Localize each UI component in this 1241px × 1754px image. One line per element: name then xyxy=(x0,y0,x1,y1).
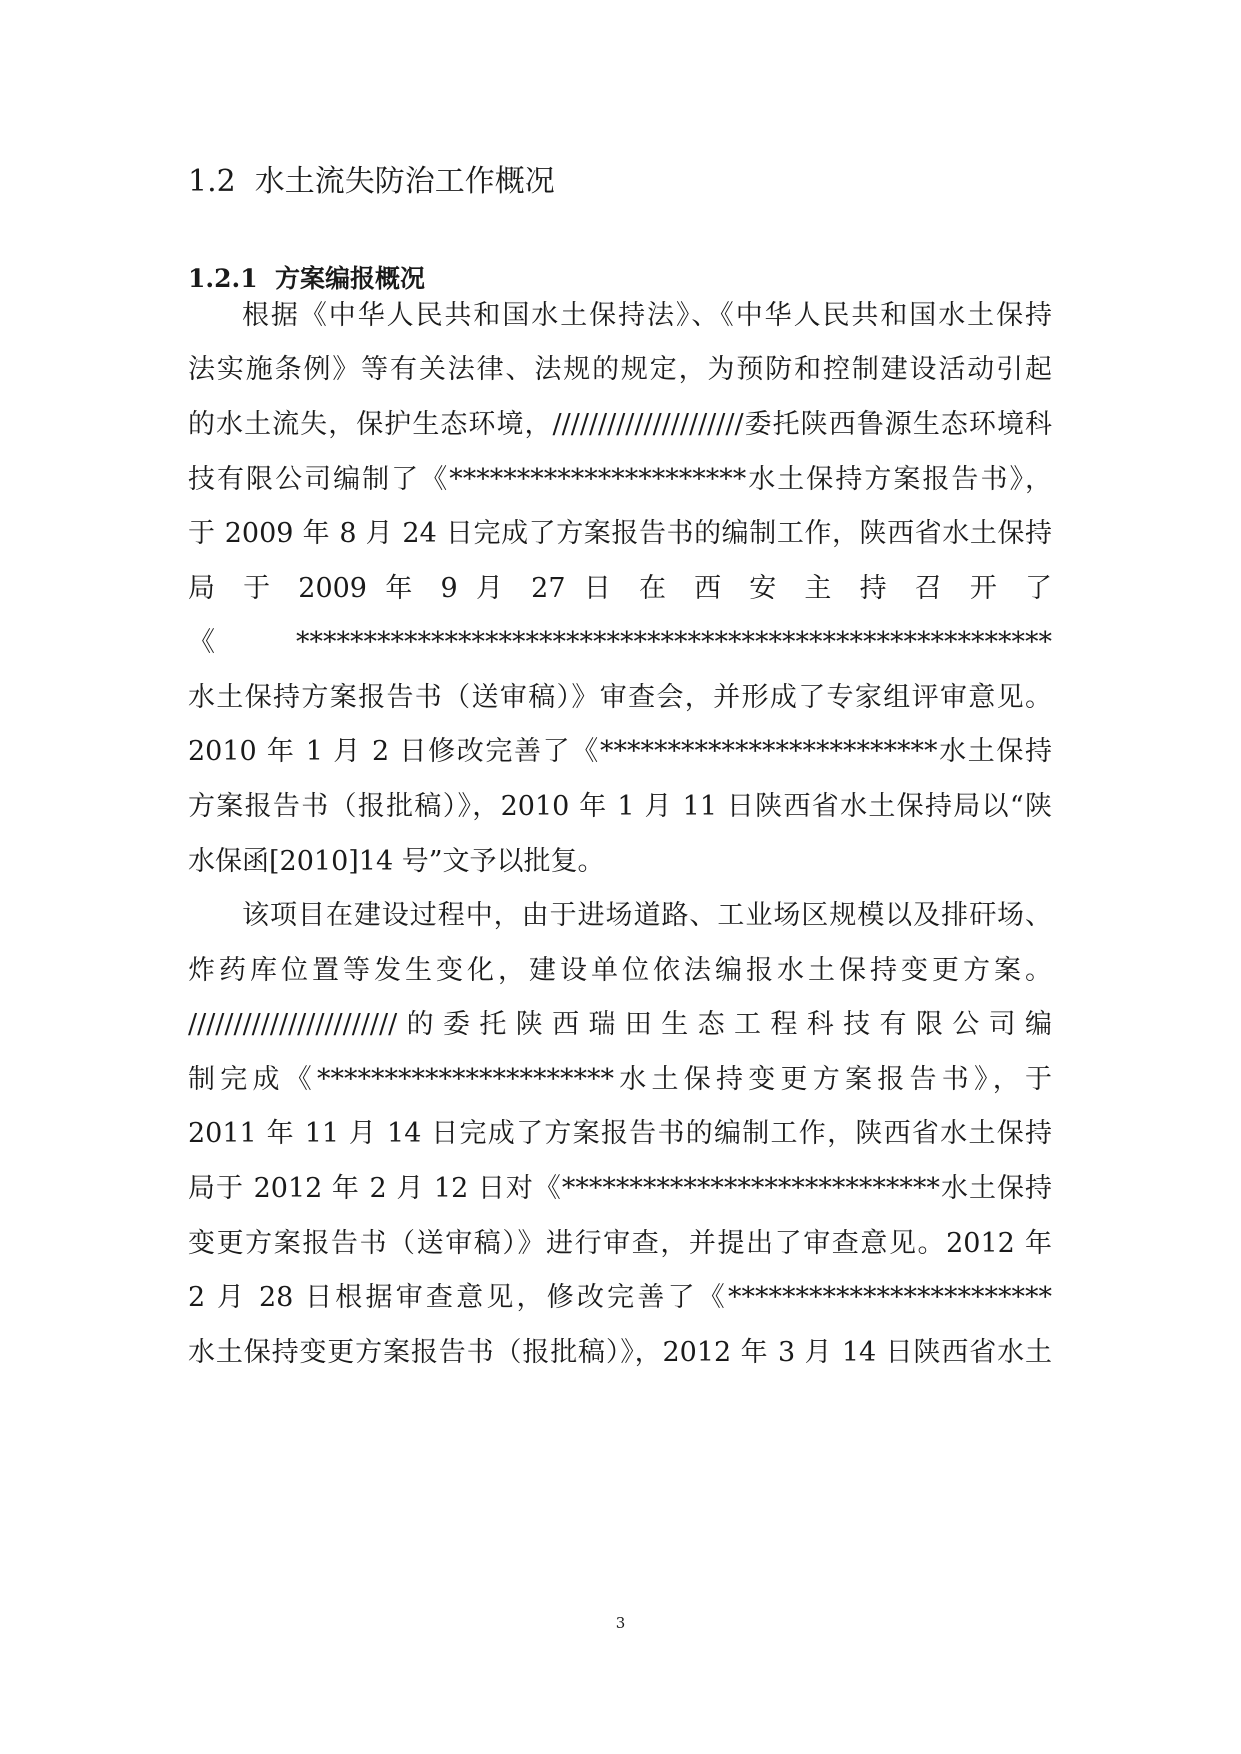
paragraph-line: 的水土流失，保护生态环境，/////////////////////委托陕西鲁源生态环境科 xyxy=(188,409,1052,440)
paragraph-line: 水保函[2010]14 号”文予以批复。 xyxy=(188,846,605,877)
section-heading xyxy=(188,162,555,202)
paragraph-line: 方案报告书（报批稿）》，2010 年 1 月 11 日陕西省水土保持局以“陕 xyxy=(188,791,1052,822)
subsection-heading xyxy=(188,262,425,296)
paragraph-line: 制完成《**********************水土保持变更方案报告书》，于 xyxy=(188,1064,1052,1095)
paragraph-line: 水土保持方案报告书（送审稿）》审查会，并形成了专家组评审意见。 xyxy=(188,682,1052,713)
paragraph-line: 水土保持变更方案报告书（报批稿）》，2012 年 3 月 14 日陕西省水土 xyxy=(188,1337,1052,1368)
paragraph-line: 2011 年 11 月 14 日完成了方案报告书的编制工作，陕西省水土保持 xyxy=(188,1118,1052,1149)
paragraph-line: ///////////////////////的委托陕西瑞田生态工程科技有限公司编 xyxy=(188,1009,1052,1040)
paragraph-line: 2010 年 1 月 2 日修改完善了《*************************水土保持 xyxy=(188,736,1052,767)
paragraph-line: 局 于 2009 年 9 月 27 日 在 西 安 主 持 召 开 了 xyxy=(188,573,1052,604)
section-title: 水土流失防治工作概况 xyxy=(254,164,555,199)
paragraph-line: 炸药库位置等发生变化，建设单位依法编报水土保持变更方案。 xyxy=(188,955,1052,986)
paragraph-line: 局于 2012 年 2 月 12 日对《****************************水土保持 xyxy=(188,1173,1052,1204)
paragraph-line: 2 月 28 日根据审查意见，修改完善了《************************ xyxy=(188,1282,1052,1313)
section-number: 1.2 xyxy=(188,164,236,199)
paragraph-line: 根据《中华人民共和国水土保持法》、《中华人民共和国水土保持 xyxy=(242,300,1052,331)
paragraph-line: 变更方案报告书（送审稿）》进行审查，并提出了审查意见。2012 年 xyxy=(188,1228,1052,1259)
paragraph-line: 技有限公司编制了《**********************水土保持方案报告书》， xyxy=(188,464,1052,495)
paragraph-line: 于 2009 年 8 月 24 日完成了方案报告书的编制工作，陕西省水土保持 xyxy=(188,518,1052,549)
paragraph-line: 《******************************************************** xyxy=(188,627,1052,658)
subsection-title: 方案编报概况 xyxy=(275,264,426,293)
subsection-number: 1.2.1 xyxy=(188,264,258,293)
page-number: 3 xyxy=(615,1614,626,1632)
paragraph-line: 法实施条例》等有关法律、法规的规定，为预防和控制建设活动引起 xyxy=(188,354,1052,385)
paragraph-line: 该项目在建设过程中，由于进场道路、工业场区规模以及排矸场、 xyxy=(242,900,1052,931)
